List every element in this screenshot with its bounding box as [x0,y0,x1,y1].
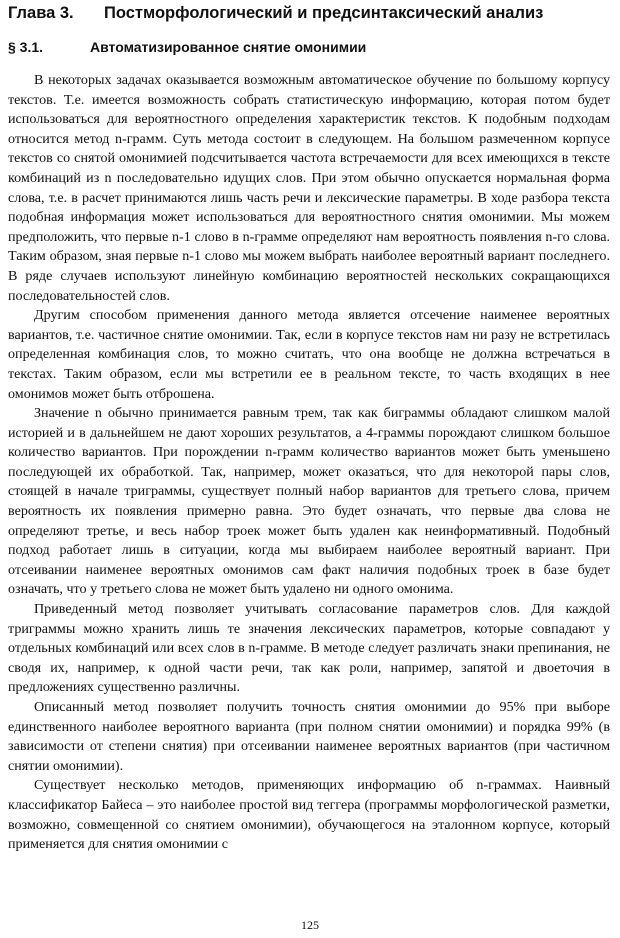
chapter-heading [8,3,610,23]
body-text [8,71,610,855]
chapter-title: Постморфологический и предсинтаксический анализ [104,4,544,22]
chapter-number: Глава 3. [8,4,74,22]
section-number: § 3.1. [8,39,44,55]
page-number: 125 [301,918,319,932]
paragraph: В некоторых задачах оказывается возможным автоматическое обучение по большому корпусу текстов. Т.е. имеется возможность собрать статистическую информацию, которая потом будет использоваться для вероятностного определения характеристик текстов. К подобным подходам относится метод n-грамм. Суть метода состоит в следующем. На большом размеченном корпусе текстов со снятой омонимией подсчитывается частота встречаемости для всех имеющихся в тексте комбинаций из n последовательно идущих слов. При этом обычно опускается нормальная форма слова, т.е. в расчет принимаются лишь часть речи и лексические параметры. В ходе разбора текста подобная информация может использоваться для вероятностного снятия омонимии. Мы можем предположить, что первые n-1 слово в n-грамме определяют нам вероятность появления n-го слова. Таким образом, зная первые n-1 слово мы можем выбрать наиболее вероятный вариант последнего. В ряде случаев используют линейную комбинацию вероятностей нескольких сокращающихся последовательностей слов. [8,72,610,304]
paragraph: Описанный метод позволяет получить точность снятия омонимии до 95% при выборе единственного наиболее вероятного варианта (при полном снятии омонимии) и порядка 99% (в зависимости от степени снятия) при отсеивании наименее вероятных вариантов (при частичном снятии омонимии). [8,699,610,774]
section-title: Автоматизированное снятие омонимии [90,39,367,55]
section-heading [8,38,610,56]
paragraph: Значение n обычно принимается равным трем, так как биграммы обладают слишком малой историей и в дальнейшем не дают хороших результатов, а 4-граммы порождают слишком большое количество вариантов. При порождении n-грамм количество вариантов может быть уменьшено последующей их обработкой. Так, например, может оказаться, что для некоторой пары слов, стоящей в начале триграммы, существует полный набор вариантов для третьего слова, причем вероятность их появления примерно равна. Это будет означать, что первые два слова не определяют третье, и весь набор троек может быть удален как неинформативный. Подобный подход работает лишь в ситуации, когда мы выбираем наиболее вероятный вариант. При отсеивании наименее вероятных омонимов сам факт наличия подобных троек в базе будет означать, что у третьего слова не может быть удалено ни одного омонима. [8,405,610,598]
paragraph: Другим способом применения данного метода является отсечение наименее вероятных вариантов, т.е. частичное снятие омонимии. Так, если в корпусе текстов нам ни разу не встретилась определенная комбинация слов, то можно считать, что она вообще не должна встречаться в текстах. Таким образом, если мы встретили ее в реальном тексте, то часть входящих в нее омонимов может быть отброшена. [8,307,610,402]
paragraph: Существует несколько методов, применяющих информацию об n-граммах. Наивный классификатор Байеса – это наиболее простой вид теггера (программы морфологической разметки, возможно, совмещенной со снятием омонимии), обучающегося на эталонном корпусе, который применяется для снятия омонимии с [8,777,610,853]
paragraph: Приведенный метод позволяет учитывать согласование параметров слов. Для каждой триграммы можно хранить лишь те значения лексических параметров, которые совпадают у отдельных комбинаций или всех слов в n-грамме. В методе следует различать знаки препинания, не сводя их, например, к одной части речи, так как роли, например, запятой и двоеточия в предложениях существенно различны. [8,601,610,696]
